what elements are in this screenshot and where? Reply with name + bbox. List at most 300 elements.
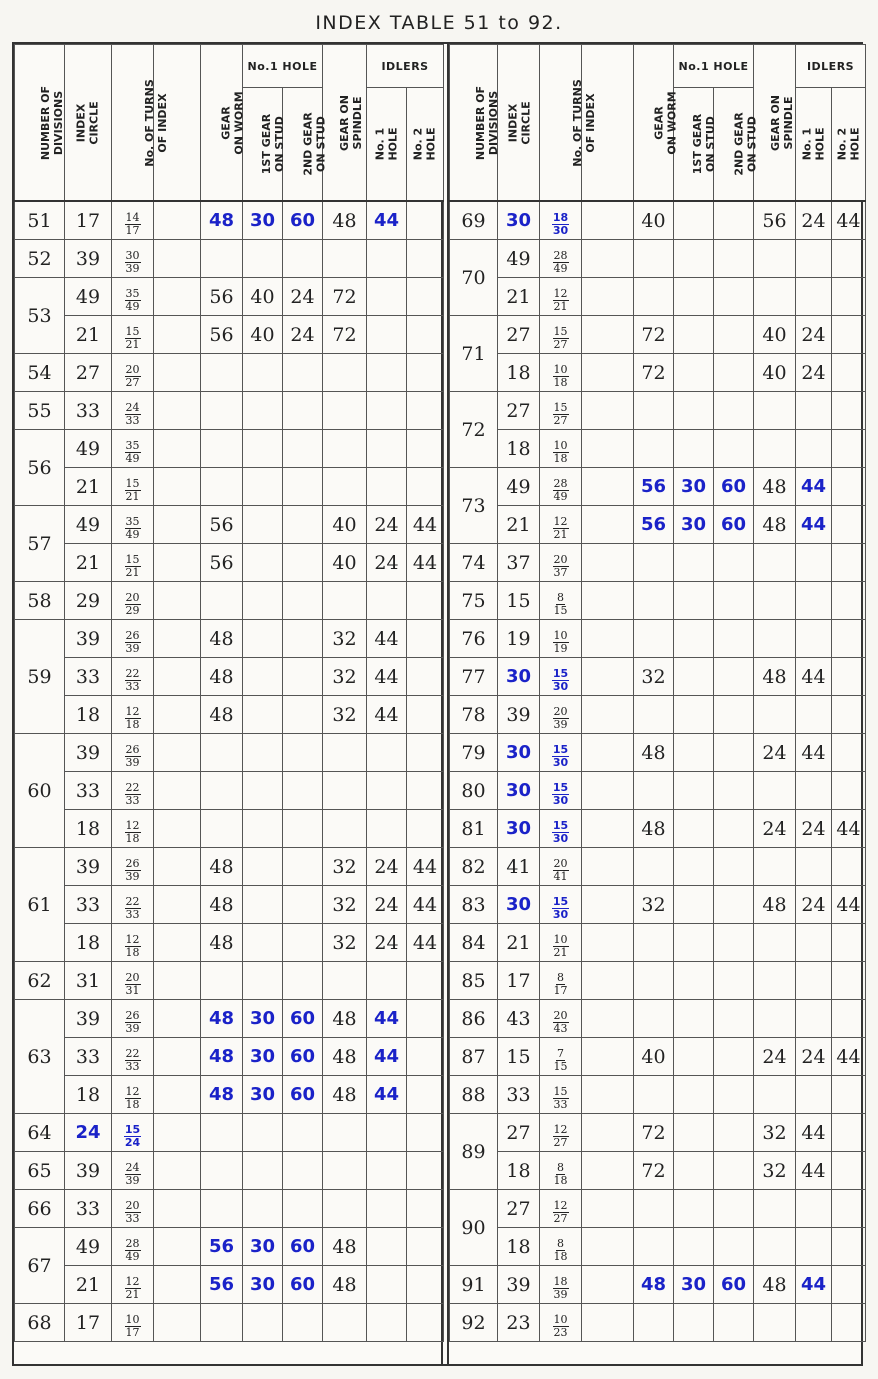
fraction-numerator: 22 (125, 781, 140, 794)
gear-on-worm-cell: 32 (634, 658, 674, 696)
fraction-numerator: 12 (553, 1123, 568, 1136)
turns-fraction (553, 934, 569, 959)
second-gear-on-stud-cell (714, 924, 754, 962)
idler-no1-hole-cell (796, 544, 832, 582)
gear-on-worm-cell (634, 544, 674, 582)
index-circle-cell: 49 (65, 430, 112, 468)
gear-on-spindle-cell (323, 1190, 367, 1228)
fraction-numerator: 15 (124, 1123, 141, 1136)
gear-on-spindle-cell (754, 278, 796, 316)
second-gear-on-stud-cell (714, 1152, 754, 1190)
gear-on-worm-cell: 48 (201, 658, 243, 696)
spacer-cell (154, 1114, 201, 1152)
fraction-numerator: 20 (125, 971, 140, 984)
header-gear-on-spindle (323, 45, 367, 202)
spacer-cell (154, 924, 201, 962)
first-gear-on-stud-cell (674, 278, 714, 316)
gear-on-spindle-cell (323, 240, 367, 278)
divisions-cell: 75 (450, 582, 498, 620)
spacer-cell (582, 696, 634, 734)
fraction-numerator: 22 (125, 667, 140, 680)
index-circle-cell: 49 (65, 278, 112, 316)
table-row (450, 772, 866, 810)
first-gear-on-stud-cell (243, 392, 283, 430)
idler-no1-hole-cell (367, 1266, 407, 1304)
index-circle-cell: 15 (498, 1038, 540, 1076)
idler-no1-hole-cell (367, 962, 407, 1000)
idler-no2-hole-cell (407, 392, 444, 430)
turns-fraction (554, 1162, 568, 1187)
turns-cell (540, 1304, 582, 1342)
gear-on-worm-cell (201, 734, 243, 772)
second-gear-on-stud-cell (714, 810, 754, 848)
index-circle-cell: 18 (65, 924, 112, 962)
second-gear-on-stud-cell: 60 (283, 201, 323, 240)
gear-on-worm-cell (634, 1228, 674, 1266)
idler-no1-hole-cell (367, 240, 407, 278)
second-gear-on-stud-cell (714, 1038, 754, 1076)
second-gear-on-stud-cell (714, 316, 754, 354)
fraction-numerator: 15 (553, 1085, 568, 1098)
idler-no1-hole-cell: 44 (367, 1038, 407, 1076)
header-index-circle (65, 45, 112, 202)
turns-cell (112, 1190, 154, 1228)
idler-no1-hole-cell: 44 (796, 468, 832, 506)
fraction-denominator: 27 (553, 338, 568, 351)
divisions-cell: 51 (15, 201, 65, 240)
turns-cell (112, 582, 154, 620)
header-index-circle (498, 45, 540, 202)
spacer-cell (582, 201, 634, 240)
table-row (15, 696, 444, 734)
idler-no2-hole-cell (832, 962, 866, 1000)
fraction-denominator: 33 (125, 1060, 140, 1073)
table-row (15, 1304, 444, 1342)
fraction-numerator: 10 (553, 1313, 568, 1326)
second-gear-on-stud-cell (283, 886, 323, 924)
fraction-numerator: 26 (125, 1009, 140, 1022)
turns-cell (112, 1228, 154, 1266)
idler-no1-hole-cell (367, 430, 407, 468)
idler-no2-hole-cell (407, 772, 444, 810)
turns-cell (112, 810, 154, 848)
index-circle-cell: 21 (498, 278, 540, 316)
turns-fraction (125, 1162, 141, 1187)
fraction-denominator: 49 (553, 490, 568, 503)
table-row (450, 1304, 866, 1342)
turns-fraction (125, 896, 141, 921)
spacer-cell (582, 772, 634, 810)
spacer-cell (154, 1076, 201, 1114)
spacer-cell (582, 1038, 634, 1076)
fraction-numerator: 28 (553, 249, 568, 262)
second-gear-on-stud-cell (283, 962, 323, 1000)
index-circle-cell: 33 (65, 772, 112, 810)
gear-on-worm-cell (634, 430, 674, 468)
spacer-cell (582, 1190, 634, 1228)
table-row (450, 240, 866, 278)
idler-no2-hole-cell (407, 430, 444, 468)
spacer-cell (154, 620, 201, 658)
idler-no2-hole-cell (832, 1000, 866, 1038)
index-circle-cell: 21 (65, 1266, 112, 1304)
table-row (450, 1266, 866, 1304)
gear-on-spindle-cell (323, 772, 367, 810)
spacer-cell (154, 734, 201, 772)
second-gear-on-stud-cell (714, 1228, 754, 1266)
second-gear-on-stud-cell (283, 658, 323, 696)
turns-cell (540, 240, 582, 278)
index-circle-cell: 39 (498, 1266, 540, 1304)
turns-fraction (553, 706, 569, 731)
gear-on-spindle-cell: 32 (323, 696, 367, 734)
first-gear-on-stud-cell (243, 506, 283, 544)
idler-no2-hole-cell (832, 392, 866, 430)
gear-on-worm-cell (634, 620, 674, 658)
spacer-cell (154, 1152, 201, 1190)
table-row (15, 1114, 444, 1152)
gear-on-spindle-cell (754, 962, 796, 1000)
second-gear-on-stud-cell: 60 (714, 468, 754, 506)
idler-no2-hole-cell (832, 582, 866, 620)
index-circle-cell: 21 (65, 544, 112, 582)
index-circle-cell: 18 (498, 1228, 540, 1266)
turns-cell (112, 848, 154, 886)
gear-on-worm-cell: 48 (201, 1076, 243, 1114)
idler-no2-hole-cell (832, 772, 866, 810)
second-gear-on-stud-cell: 60 (283, 1038, 323, 1076)
first-gear-on-stud-cell (243, 620, 283, 658)
header-gear-on-worm-label: GEAR ON WORM (652, 90, 679, 155)
turns-cell (112, 430, 154, 468)
table-row (450, 658, 866, 696)
second-gear-on-stud-cell (714, 772, 754, 810)
table-row (450, 544, 866, 582)
fraction-denominator: 49 (125, 300, 140, 313)
first-gear-on-stud-cell (243, 1114, 283, 1152)
first-gear-on-stud-cell (243, 1190, 283, 1228)
gear-on-spindle-cell: 48 (323, 201, 367, 240)
idler-no1-hole-cell (367, 278, 407, 316)
index-circle-cell: 43 (498, 1000, 540, 1038)
table-row (15, 962, 444, 1000)
index-circle-cell: 30 (498, 201, 540, 240)
gear-on-worm-cell (634, 240, 674, 278)
table-row (15, 278, 444, 316)
index-circle-cell: 27 (498, 316, 540, 354)
index-circle-cell: 18 (65, 810, 112, 848)
idler-no1-hole-cell: 44 (796, 1266, 832, 1304)
gear-on-spindle-cell: 32 (323, 620, 367, 658)
idler-no2-hole-cell (407, 316, 444, 354)
idler-no1-hole-cell: 24 (796, 316, 832, 354)
index-circle-cell: 33 (65, 1038, 112, 1076)
turns-cell (112, 468, 154, 506)
fraction-denominator: 49 (125, 1250, 140, 1263)
divisions-cell: 74 (450, 544, 498, 582)
fraction-denominator: 39 (125, 1022, 140, 1035)
gear-on-spindle-cell (754, 392, 796, 430)
divisions-cell: 55 (15, 392, 65, 430)
gear-on-worm-cell: 72 (634, 1152, 674, 1190)
gear-on-worm-cell: 48 (634, 1266, 674, 1304)
second-gear-on-stud-cell (283, 506, 323, 544)
divisions-cell: 54 (15, 354, 65, 392)
gear-on-spindle-cell (323, 468, 367, 506)
header-no1-hole: No.1 HOLE (674, 45, 754, 88)
fraction-numerator: 35 (125, 439, 140, 452)
turns-fraction (553, 326, 569, 351)
turns-cell (540, 810, 582, 848)
index-circle-cell: 33 (65, 886, 112, 924)
table-row (450, 1076, 866, 1114)
gear-on-spindle-cell (754, 1000, 796, 1038)
turns-fraction (553, 288, 569, 313)
index-circle-cell: 49 (65, 1228, 112, 1266)
spacer-cell (154, 772, 201, 810)
header-gear-on-worm (634, 45, 679, 202)
fraction-numerator: 15 (552, 667, 569, 680)
turns-cell (540, 886, 582, 924)
header-idler-no1-hole-label: No. 1 HOLE (800, 127, 827, 161)
gear-on-worm-cell: 48 (201, 848, 243, 886)
spacer-cell (154, 506, 201, 544)
idler-no1-hole-cell (367, 468, 407, 506)
turns-fraction (552, 896, 569, 921)
gear-on-spindle-cell (754, 240, 796, 278)
gear-on-spindle-cell (754, 582, 796, 620)
gear-on-worm-cell (201, 582, 243, 620)
index-circle-cell: 29 (65, 582, 112, 620)
turns-fraction (125, 820, 141, 845)
idler-no2-hole-cell (407, 734, 444, 772)
idler-no1-hole-cell (796, 278, 832, 316)
table-row (15, 772, 444, 810)
fraction-denominator: 39 (553, 718, 568, 731)
idler-no2-hole-cell (832, 1152, 866, 1190)
second-gear-on-stud-cell: 60 (283, 1266, 323, 1304)
fraction-numerator: 12 (553, 287, 568, 300)
turns-cell (540, 544, 582, 582)
header-idler-no2-hole (407, 88, 444, 202)
idler-no1-hole-cell (796, 1228, 832, 1266)
first-gear-on-stud-cell (243, 544, 283, 582)
turns-cell (540, 696, 582, 734)
header-turns (112, 45, 169, 202)
turns-fraction (552, 212, 569, 237)
gear-on-spindle-cell (323, 962, 367, 1000)
index-circle-cell: 39 (498, 696, 540, 734)
table-row (450, 1038, 866, 1076)
turns-cell (540, 848, 582, 886)
index-circle-cell: 27 (498, 1114, 540, 1152)
first-gear-on-stud-cell (674, 1076, 714, 1114)
second-gear-on-stud-cell (714, 392, 754, 430)
spacer-cell (154, 1000, 201, 1038)
index-circle-cell: 21 (498, 924, 540, 962)
spacer-cell (582, 278, 634, 316)
spacer-cell (154, 392, 201, 430)
first-gear-on-stud-cell: 30 (243, 1076, 283, 1114)
divisions-cell: 83 (450, 886, 498, 924)
header-index-circle-label: INDEX CIRCLE (506, 100, 533, 145)
gear-on-spindle-cell: 32 (323, 658, 367, 696)
second-gear-on-stud-cell: 60 (714, 1266, 754, 1304)
idler-no1-hole-cell (796, 1076, 832, 1114)
idler-no2-hole-cell (407, 1304, 444, 1342)
second-gear-on-stud-cell: 60 (283, 1000, 323, 1038)
divisions-cell: 57 (15, 506, 65, 582)
turns-cell (540, 1038, 582, 1076)
first-gear-on-stud-cell (674, 316, 714, 354)
divisions-cell: 66 (15, 1190, 65, 1228)
turns-fraction (125, 478, 141, 503)
spacer-cell (154, 1038, 201, 1076)
idler-no1-hole-cell (367, 1152, 407, 1190)
gear-on-spindle-cell (323, 354, 367, 392)
first-gear-on-stud-cell (674, 354, 714, 392)
header-idlers: IDLERS (367, 45, 444, 88)
table-row (15, 1038, 444, 1076)
fraction-denominator: 18 (553, 452, 568, 465)
first-gear-on-stud-cell (674, 430, 714, 468)
spacer-cell (154, 886, 201, 924)
fraction-denominator: 33 (125, 414, 140, 427)
turns-fraction (125, 630, 141, 655)
gear-on-spindle-cell: 48 (754, 886, 796, 924)
index-circle-cell: 18 (498, 430, 540, 468)
gear-on-spindle-cell: 40 (754, 316, 796, 354)
index-circle-cell: 21 (65, 316, 112, 354)
turns-fraction (125, 250, 141, 275)
gear-on-worm-cell (634, 1304, 674, 1342)
idler-no2-hole-cell (407, 1038, 444, 1076)
turns-cell (112, 734, 154, 772)
fraction-denominator: 43 (553, 1022, 568, 1035)
second-gear-on-stud-cell (714, 734, 754, 772)
fraction-numerator: 12 (125, 933, 140, 946)
gear-on-spindle-cell: 40 (754, 354, 796, 392)
idler-no2-hole-cell (407, 1266, 444, 1304)
idler-no2-hole-cell (407, 1190, 444, 1228)
idler-no1-hole-cell (796, 1190, 832, 1228)
spacer-cell (154, 430, 201, 468)
gear-on-spindle-cell: 48 (323, 1076, 367, 1114)
first-gear-on-stud-cell (674, 1190, 714, 1228)
fraction-numerator: 15 (125, 553, 140, 566)
fraction-numerator: 15 (552, 781, 569, 794)
idler-no2-hole-cell (832, 240, 866, 278)
spacer-cell (154, 962, 201, 1000)
divisions-cell: 52 (15, 240, 65, 278)
turns-cell (112, 1304, 154, 1342)
index-circle-cell: 30 (498, 772, 540, 810)
second-gear-on-stud-cell (283, 772, 323, 810)
fraction-numerator: 12 (125, 1085, 140, 1098)
fraction-denominator: 17 (125, 224, 140, 237)
gear-on-spindle-cell: 56 (754, 201, 796, 240)
divisions-cell: 77 (450, 658, 498, 696)
idler-no1-hole-cell (367, 1304, 407, 1342)
gear-on-worm-cell: 32 (634, 886, 674, 924)
first-gear-on-stud-cell (674, 544, 714, 582)
turns-cell (112, 620, 154, 658)
divisions-cell: 88 (450, 1076, 498, 1114)
fraction-numerator: 10 (553, 933, 568, 946)
turns-cell (540, 1152, 582, 1190)
index-circle-cell: 18 (65, 696, 112, 734)
divisions-cell: 71 (450, 316, 498, 392)
gear-on-spindle-cell (754, 544, 796, 582)
index-circle-cell: 30 (498, 734, 540, 772)
spacer-cell (154, 544, 201, 582)
first-gear-on-stud-cell (674, 924, 714, 962)
fraction-numerator: 35 (125, 287, 140, 300)
gear-on-worm-cell: 72 (634, 354, 674, 392)
gear-on-spindle-cell (754, 1228, 796, 1266)
divisions-cell: 60 (15, 734, 65, 848)
idler-no2-hole-cell (832, 354, 866, 392)
idler-no2-hole-cell (832, 430, 866, 468)
fraction-numerator: 10 (553, 629, 568, 642)
fraction-numerator: 20 (553, 553, 568, 566)
turns-fraction (554, 592, 568, 617)
fraction-denominator: 21 (553, 528, 568, 541)
turns-cell (112, 1114, 154, 1152)
table-row (15, 316, 444, 354)
index-circle-cell: 17 (498, 962, 540, 1000)
spacer-cell (582, 810, 634, 848)
turns-fraction (554, 972, 568, 997)
table-row (15, 924, 444, 962)
index-circle-cell: 49 (498, 468, 540, 506)
gear-on-worm-cell: 48 (201, 886, 243, 924)
spacer-cell (154, 1228, 201, 1266)
table-row (450, 430, 866, 468)
first-gear-on-stud-cell: 40 (243, 316, 283, 354)
index-circle-cell: 37 (498, 544, 540, 582)
gear-on-spindle-cell (754, 696, 796, 734)
fraction-numerator: 24 (125, 401, 140, 414)
index-circle-cell: 21 (498, 506, 540, 544)
table-row (15, 810, 444, 848)
table-row (15, 582, 444, 620)
gear-on-spindle-cell: 32 (323, 848, 367, 886)
turns-fraction (554, 1048, 568, 1073)
gear-on-worm-cell (201, 240, 243, 278)
gear-on-spindle-cell: 48 (323, 1228, 367, 1266)
divisions-cell: 58 (15, 582, 65, 620)
index-circle-cell: 33 (65, 392, 112, 430)
table-row (450, 962, 866, 1000)
table-left-header (15, 45, 444, 202)
spacer-cell (582, 734, 634, 772)
gear-on-worm-cell (201, 772, 243, 810)
second-gear-on-stud-cell (714, 354, 754, 392)
turns-cell (540, 1228, 582, 1266)
header-1st-gear-on-stud (674, 88, 718, 202)
table-row (15, 392, 444, 430)
table-row (15, 506, 444, 544)
table-right-half (447, 44, 863, 1364)
fraction-numerator: 15 (552, 819, 569, 832)
idler-no1-hole-cell (367, 392, 407, 430)
turns-cell (112, 772, 154, 810)
turns-fraction (125, 288, 141, 313)
fraction-numerator: 28 (125, 1237, 140, 1250)
turns-fraction (552, 668, 569, 693)
fraction-numerator: 12 (125, 1275, 140, 1288)
